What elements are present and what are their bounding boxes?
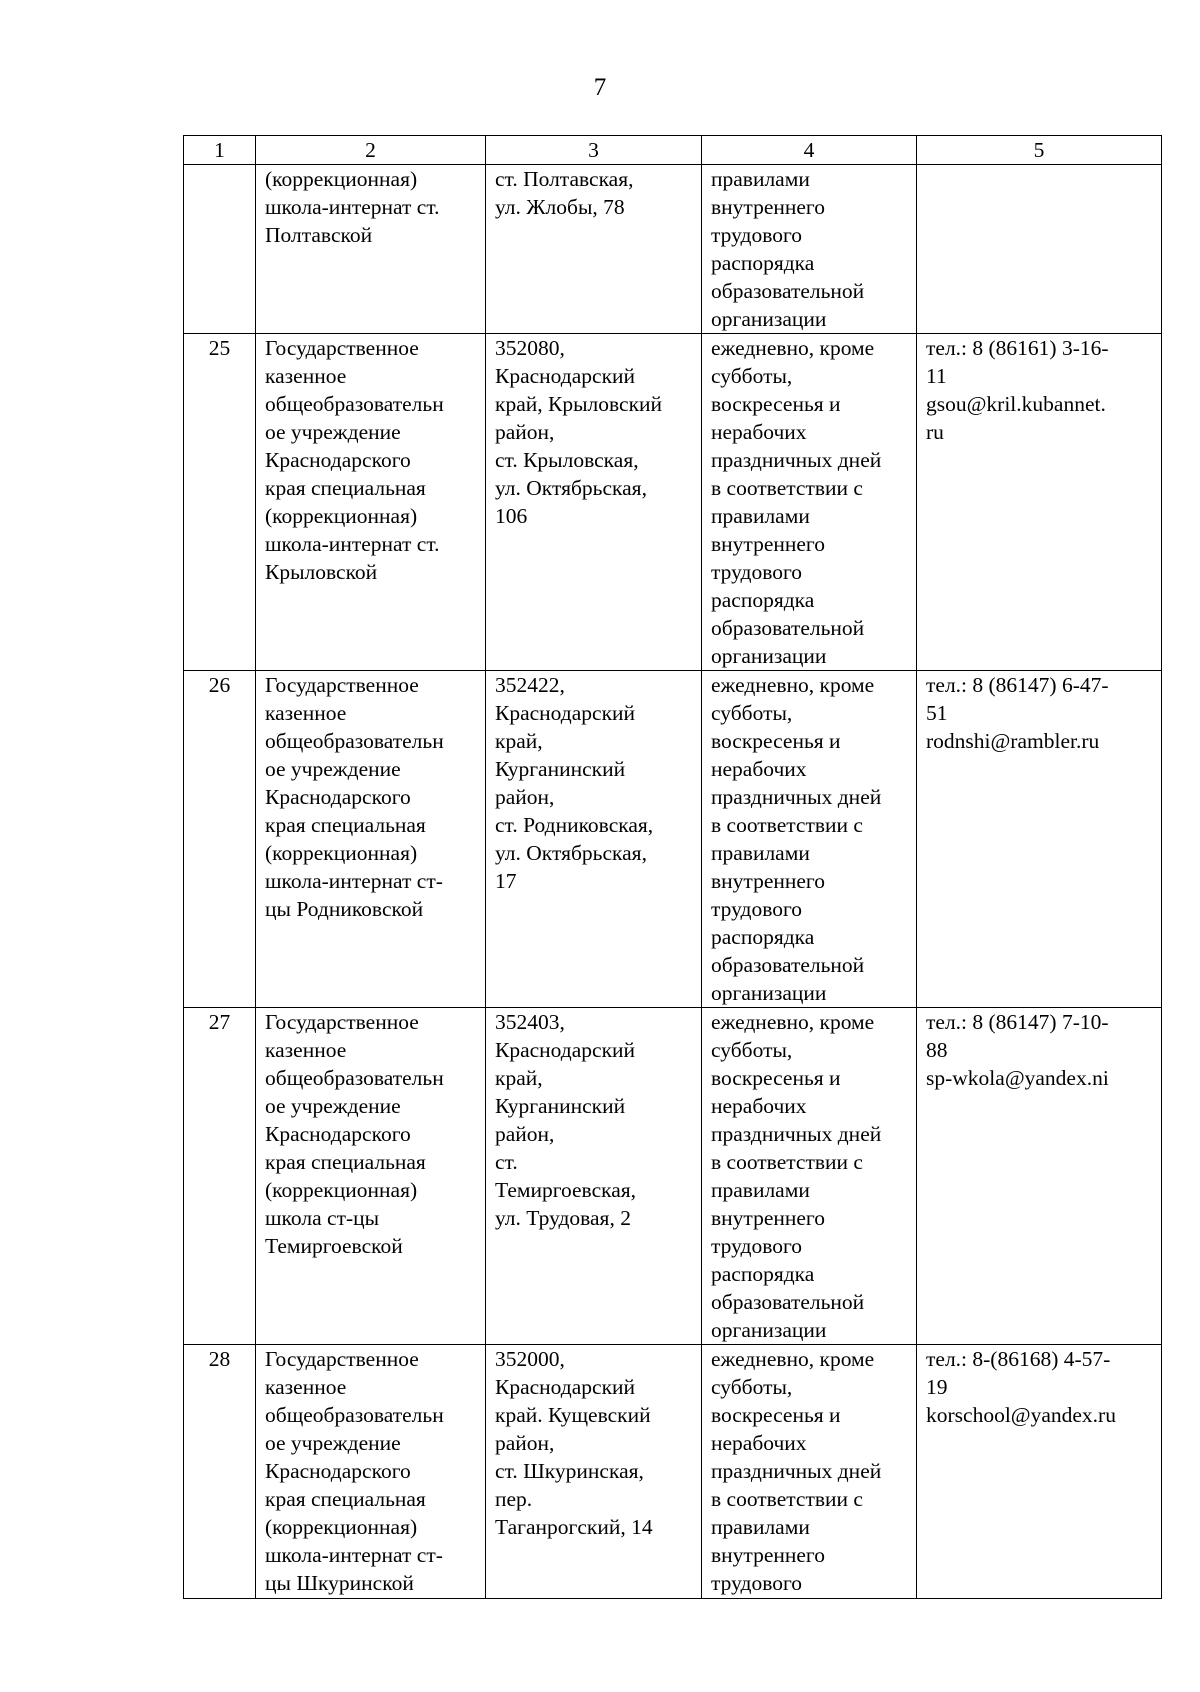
institution-address: ст. Полтавская, ул. Жлобы, 78 [486, 165, 702, 334]
table-row [184, 1008, 1162, 1345]
institution-name: Государственное казенное общеобразовательн ое учреждение Краснодарского края специальная (коррекционная) школа-интернат ст- цы Шкуринской [256, 1345, 486, 1599]
header-cell-5: 5 [917, 136, 1162, 165]
work-schedule: ежедневно, кроме субботы, воскресенья и нерабочих праздничных дней в соответствии с правилами внутреннего трудового распорядка образовательной организации [702, 671, 917, 1008]
institution-name: (коррекционная) школа-интернат ст. Полтавской [256, 165, 486, 334]
row-number: 28 [184, 1345, 256, 1599]
table-row [184, 334, 1162, 671]
institution-name: Государственное казенное общеобразовательн ое учреждение Краснодарского края специальная (коррекционная) школа-интернат ст- цы Родниковской [256, 671, 486, 1008]
institution-address: 352000, Краснодарский край. Кущевский район, ст. Шкуринская, пер. Таганрогский, 14 [486, 1345, 702, 1599]
institution-address: 352080, Краснодарский край, Крыловский район, ст. Крыловская, ул. Октябрьская, 106 [486, 334, 702, 671]
row-number: 25 [184, 334, 256, 671]
page-number: 7 [593, 74, 607, 101]
institution-address: 352403, Краснодарский край, Курганинский район, ст. Темиргоевская, ул. Трудовая, 2 [486, 1008, 702, 1345]
institutions-table [183, 135, 1162, 1599]
contacts: тел.: 8 (86147) 6-47- 51 rodnshi@rambler.ru [917, 671, 1162, 1008]
institution-name: Государственное казенное общеобразовательн ое учреждение Краснодарского края специальная (коррекционная) школа ст-цы Темиргоевской [256, 1008, 486, 1345]
table-row [184, 165, 1162, 334]
row-number: 27 [184, 1008, 256, 1345]
row-number: 26 [184, 671, 256, 1008]
header-cell-1: 1 [184, 136, 256, 165]
table-row [184, 671, 1162, 1008]
header-cell-3: 3 [486, 136, 702, 165]
work-schedule: ежедневно, кроме субботы, воскресенья и нерабочих праздничных дней в соответствии с правилами внутреннего трудового распорядка образовательной организации [702, 1008, 917, 1345]
contacts: тел.: 8 (86161) 3-16- 11 gsou@kril.kubannet. ru [917, 334, 1162, 671]
institution-address: 352422, Краснодарский край, Курганинский район, ст. Родниковская, ул. Октябрьская, 17 [486, 671, 702, 1008]
contacts: тел.: 8-(86168) 4-57- 19 korschool@yandex.ru [917, 1345, 1162, 1599]
table-header-row [184, 136, 1162, 165]
contacts: тел.: 8 (86147) 7-10- 88 sp-wkola@yandex.ni [917, 1008, 1162, 1345]
header-cell-2: 2 [256, 136, 486, 165]
work-schedule: ежедневно, кроме субботы, воскресенья и нерабочих праздничных дней в соответствии с правилами внутреннего трудового [702, 1345, 917, 1599]
work-schedule: ежедневно, кроме субботы, воскресенья и нерабочих праздничных дней в соответствии с правилами внутреннего трудового распорядка образовательной организации [702, 334, 917, 671]
institution-name: Государственное казенное общеобразовательн ое учреждение Краснодарского края специальная (коррекционная) школа-интернат ст. Крыловской [256, 334, 486, 671]
header-cell-4: 4 [702, 136, 917, 165]
row-number [184, 165, 256, 334]
work-schedule: правилами внутреннего трудового распорядка образовательной организации [702, 165, 917, 334]
table-row [184, 1345, 1162, 1599]
contacts [917, 165, 1162, 334]
